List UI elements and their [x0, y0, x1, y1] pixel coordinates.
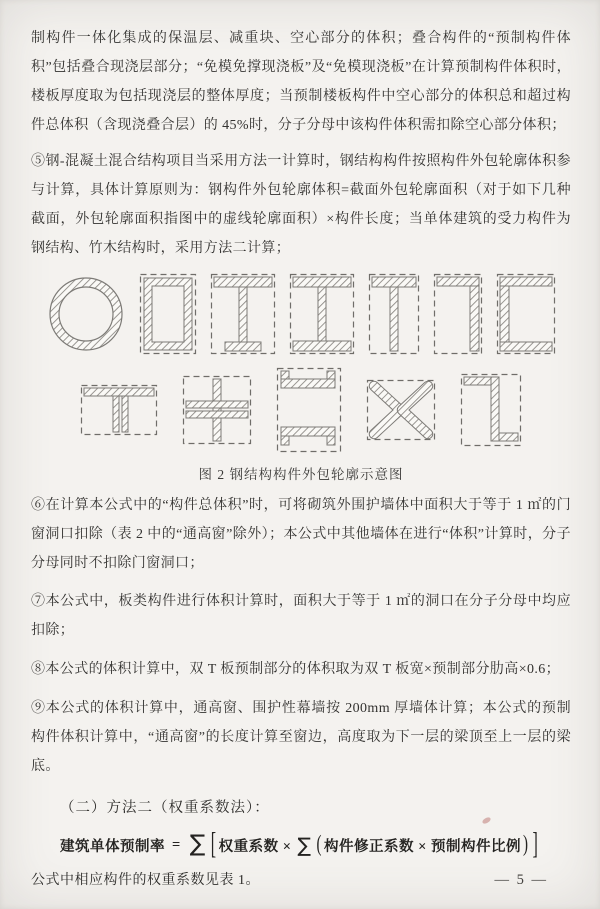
formula-equals: = [172, 837, 181, 853]
left-paren: ( [316, 832, 322, 858]
paragraph-8: ⑧本公式的体积计算中，双 T 板预制部分的体积取为双 T 板宽×预制部分肋高×0.6； [31, 662, 561, 677]
paragraph-5: ⑤钢-混凝土混合结构项目当采用方法一计算时，钢结构构件按照构件外包轮廓体积参与计算，具体计算原则为：钢构件外包轮廓体积=截面外包轮廓面积（对于如下几种截面，外包轮廓面积指图中的虚线轮廓面积）×构件长度；当单体建筑的受力构件为钢结构、竹木结构时，采用方法二计算； [31, 154, 571, 256]
paragraph-9: ⑨本公式的体积计算中，通高窗、围护性幕墙按 200mm 厚墙体计算；本公式的预制构件体积计算中，“通高窗”的长度计算至窗边，高度取为下一层的梁顶至上一层的梁底。 [31, 701, 571, 774]
paragraph-continuation: 制构件一体化集成的保温层、减重块、空心部分的体积；叠合构件的“预制构件体积”包括叠合现浇层部分；“免模免撑现浇板”及“免模现浇板”在计算预制构件体积时，楼板厚度取为包括现浇层的整体厚度；当预制楼板构件中空心部分的体积总和超过构件总体积（含现浇叠合层）的 45%时，分子分母中该构件体积需扣除空心部分体积； [31, 31, 571, 133]
double-channel-section-icon [276, 367, 342, 453]
paragraph-7: ⑦本公式中，板类构件进行体积计算时，面积大于等于 1 ㎡的洞口在分子分母中均应扣除； [31, 594, 571, 638]
i-beam-section-icon [289, 273, 355, 355]
method2-note: 公式中相应构件的权重系数见表 1。 [31, 873, 260, 888]
left-bracket: [ [210, 828, 217, 861]
formula-lhs: 建筑单体预制率 [60, 839, 165, 855]
method2-heading: （二）方法二（权重系数法）： [60, 800, 270, 816]
sigma-inner-symbol: ∑ [297, 832, 312, 857]
prefabrication-rate-formula [31, 828, 571, 861]
channel-section-icon [496, 273, 556, 355]
page-content [31, 24, 571, 895]
circular-tube-section-icon [46, 273, 126, 355]
figure-2 [31, 273, 571, 483]
i-beam-narrow-bottom-flange-section-icon [210, 273, 276, 355]
paragraph-6: ⑥在计算本公式中的“构件总体积”时，可将砌筑外围护墙体中面积大于等于 1 ㎡的门窗洞口扣除（表 2 中的“通高窗”除外）；本公式中其他墙体在进行“体积”计算时，分子分母同时不扣除门窗洞口； [31, 498, 571, 571]
x-brace-section-icon [366, 379, 436, 441]
formula-term-correction: 构件修正系数 × 预制构件比例 [323, 839, 521, 855]
rectangular-tube-section-icon [139, 273, 197, 355]
figure-caption: 图 2 钢结构构件外包轮廓示意图 [198, 467, 404, 482]
angle-section-icon [433, 273, 483, 355]
tee-section-icon [368, 273, 420, 355]
figure-row-2 [31, 367, 571, 453]
figure-row-1 [31, 273, 571, 355]
sigma-outer-symbol: ∑ [189, 831, 206, 857]
right-paren: ) [522, 832, 529, 858]
cross-section-icon [182, 375, 252, 445]
z-section-icon [460, 373, 522, 447]
double-web-tee-section-icon [80, 384, 158, 436]
right-bracket: ] [532, 828, 539, 861]
formula-term-weight: 权重系数 × [218, 839, 292, 855]
page-number: — 5 — [494, 872, 548, 888]
